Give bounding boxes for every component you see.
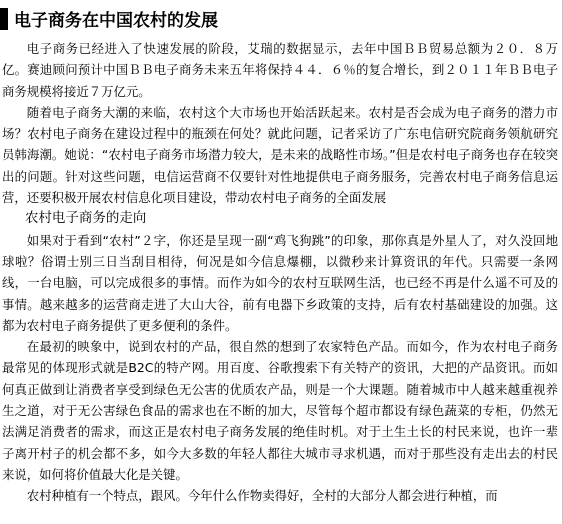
paragraph: 如果对于看到“农村”２字，你还是呈现一副“鸡飞狗跳”的印象，那你真是外星人了，对久没回地球啦？俗谓士别三日当刮目相待，何况是如今信息爆棚，以微秒来计算资讯的年代。只需要一条网线，一台电脑，可以完成很多的事情。而作为如今的农村互联网生活，也已经不再是什么遥不可及的事情。越来越多的运营商走进了大山大谷，前有电器下乡政策的支持，后有农村基础建设的加强。这都为农村电子商务提供了更多便利的条件。: [2, 232, 558, 333]
section-heading: 农村电子商务的走向: [24, 210, 147, 227]
article-title: 电子商务在中国农村的发展: [14, 11, 218, 31]
title-marker: [0, 8, 8, 30]
paragraph: 电子商务已经进入了快速发展的阶段，艾瑞的数据显示，去年中国ＢＢ贸易总额为２０．８万亿。赛迪顾问预计中国ＢＢ电子商务未来五年将保持４４．６％的复合增长，到２０１１年ＢＢ电子商务规模将接近７万亿元。: [2, 41, 558, 99]
article-body: [2, 38, 558, 507]
paragraph: 在最初的映象中，说到农村的产品，很自然的想到了农家特色产品。而如今，作为农村电子商务最常见的体现形式就是B2C的特产网。用百度、谷歌搜索下有关特产的资讯，大把的产品资讯。而如何真正做到让消费者享受到绿色无公害的优质农产品，则是一个大课题。随着城市中人越来越重视养生之道，对于无公害绿色食品的需求也在不断的加大，尽管每个超市都设有绿色蔬菜的专柜，仍然无法满足消费者的需求，而这正是农村电子商务发展的绝佳时机。对于土生土长的村民来说，也许一辈子离开村子的机会都不多，如今大多数的年轻人都往大城市寻求机遇，而对于那些没有走出去的村民来说，如何将价值最大化是关键。: [2, 339, 558, 482]
paragraph: 随着电子商务大潮的来临，农村这个大市场也开始活跃起来。农村是否会成为电子商务的潜力市场？农村电子商务在建设过程中的瓶颈在何处？就此问题，记者采访了广东电信研究院商务领航研究员韩海潮。她说：“农村电子商务市场潜力较大，是未来的战略性市场。”但是农村电子商务也存在较突出的问题。针对这些问题，电信运营商不仅要针对性地提供电子商务服务，完善农村电子商务信息运营，还要积极开展农村信息化项目建设，带动农村电子商务的全面发展: [2, 104, 558, 206]
paragraph: 农村种植有一个特点，跟风。今年什么作物卖得好，全村的大部分人都会进行种植，而: [26, 488, 498, 504]
